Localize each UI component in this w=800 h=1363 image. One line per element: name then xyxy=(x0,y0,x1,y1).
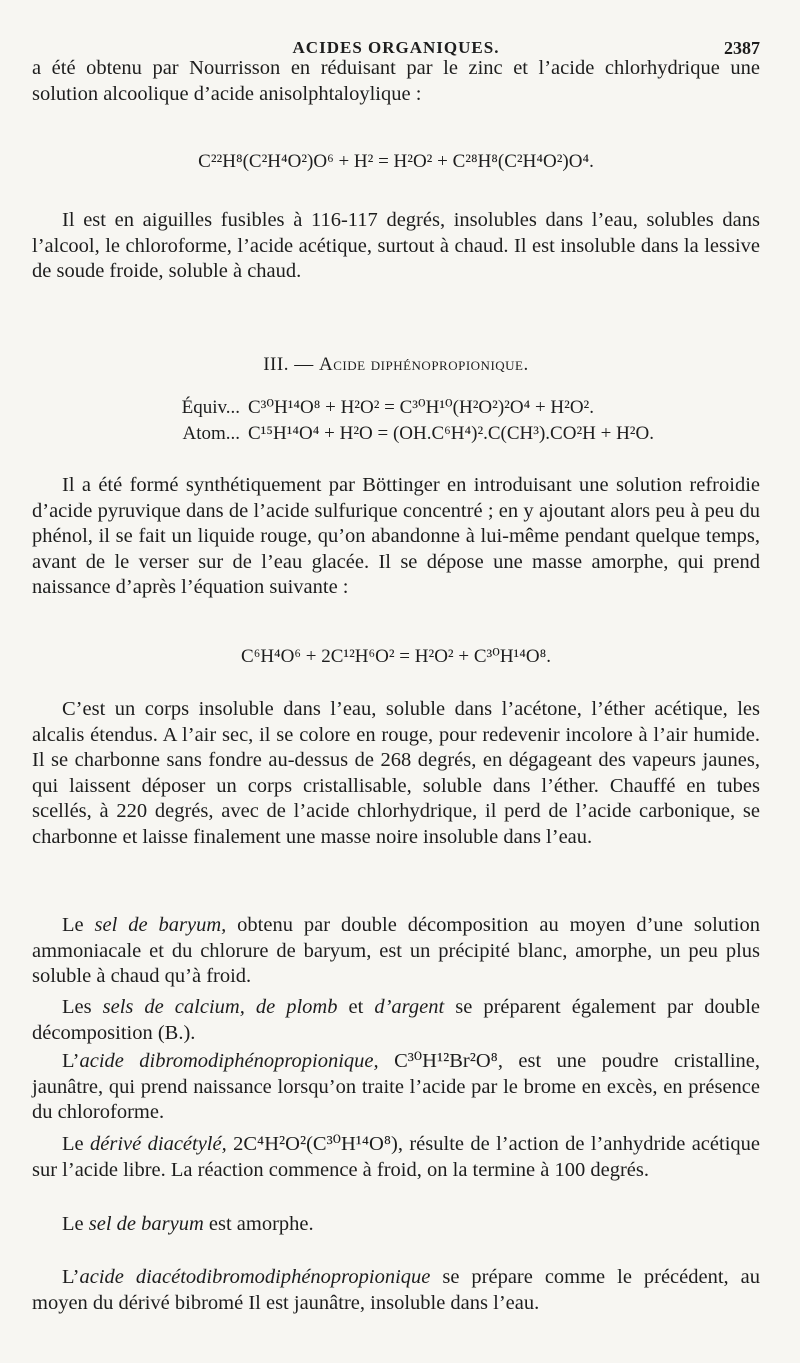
p6-post: se préparent également par double décomposition (B.). xyxy=(32,996,761,1044)
paragraph-1: a été obtenu par Nourrisson en réduisant par le zinc et l’acide chlorhydrique une solution alcoolique d’acide anisolphtaloylique : xyxy=(32,57,760,105)
paragraph-4: C’est un corps insoluble dans l’eau, soluble dans l’acétone, l’éther acétique, les alcalis étendus. A l’air sec, il se colore en rouge, pour redevenir incolore à l’air humide. Il se charbonne sans fondre au-dessus de 268 degrés, en dégageant des vapeurs jaunes, qui laissent déposer un corps cristallisable, soluble dans l’éther. Chauffé en tubes scellés, à 220 degrés, avec de l’acide chlorhydrique, il perd de l’acide carbonique, se charbonne et laisse finalement une masse noire insoluble dans l’eau. xyxy=(32,698,760,848)
p9-post: est amorphe. xyxy=(203,1213,314,1235)
formula-1: C²²H⁸(C²H⁴O²)O⁶ + H² = H²O² + C²⁸H⁸(C²H⁴O²)O⁴. xyxy=(198,151,594,172)
equiv-row xyxy=(160,396,760,420)
equiv-formula: C³⁰H¹⁴O⁸ + H²O² = C³⁰H¹⁰(H²O²)²O⁴ + H²O². xyxy=(248,397,594,418)
paragraph-9 xyxy=(32,1212,760,1238)
p9-pre: Le xyxy=(62,1213,89,1235)
p10-post: se prépare comme le précédent, au moyen du dérivé bibromé Il est jaunâtre, insoluble dans l’eau. xyxy=(32,1266,760,1314)
p6-emphasis-2: d’argent xyxy=(374,996,445,1018)
p5-pre: Le xyxy=(62,914,95,936)
equiv-label: Équiv... xyxy=(181,397,240,418)
p8-emphasis: dérivé diacétylé, xyxy=(90,1133,227,1155)
page-number: 2387 xyxy=(724,38,760,58)
atom-row xyxy=(160,422,760,446)
section-number: III. — xyxy=(263,354,314,375)
paragraph-7 xyxy=(32,1049,760,1126)
paragraph-10 xyxy=(32,1265,760,1316)
p7-post: C³⁰H¹²Br²O⁸, est une poudre cristalline, jaunâtre, qui prend naissance lorsqu’on traite l’acide par le brome en excès, en présence du chloroforme. xyxy=(32,1050,760,1123)
paragraph-5 xyxy=(32,913,760,990)
p6-pre: Les xyxy=(62,996,103,1018)
atom-formula: C¹⁵H¹⁴O⁴ + H²O = (OH.C⁶H⁴)².C(CH³).CO²H + H²O. xyxy=(248,423,654,444)
p8-pre: Le xyxy=(62,1133,91,1155)
formula-2: C⁶H⁴O⁶ + 2C¹²H⁶O² = H²O² + C³⁰H¹⁴O⁸. xyxy=(241,646,551,667)
p5-post: obtenu par double décomposition au moyen d’une solution ammoniacale et du chlorure de baryum, est un précipité blanc, amorphe, un peu plus soluble à chaud qu’à froid. xyxy=(32,914,760,987)
p9-emphasis: sel de baryum xyxy=(88,1213,204,1235)
paragraph-6 xyxy=(32,995,760,1046)
paragraph-8 xyxy=(32,1132,760,1183)
running-title: ACIDES ORGANIQUES. xyxy=(292,38,500,57)
section-title xyxy=(32,354,760,376)
p7-pre: L’ xyxy=(62,1050,80,1072)
p7-emphasis: acide dibromodiphénopropionique, xyxy=(79,1050,379,1072)
paragraph-3: Il a été formé synthétiquement par Böttinger en introduisant une solution refroidie d’acide pyruvique dans de l’acide sulfurique concentré ; en y ajoutant alors peu à peu du phénol, il se fait un liquide rouge, qu’on abandonne à lui-même pendant quelque temps, avant de le verser sur de l’eau glacée. Il se dépose une masse amorphe, qui prend naissance d’après l’équation suivante : xyxy=(32,474,760,598)
p6-emphasis-1: sels de calcium, de plomb xyxy=(102,996,338,1018)
atom-label: Atom... xyxy=(182,423,240,444)
p5-emphasis: sel de baryum, xyxy=(94,914,227,936)
p8-post: 2C⁴H²O²(C³⁰H¹⁴O⁸), résulte de l’action de l’anhydride acétique sur l’acide libre. La réaction commence à froid, on la termine à 100 degrés. xyxy=(32,1133,760,1181)
paragraph-2: Il est en aiguilles fusibles à 116-117 degrés, insolubles dans l’eau, solubles dans l’alcool, le chloroforme, l’acide acétique, surtout à chaud. Il est insoluble dans la lessive de soude froide, soluble à chaud. xyxy=(32,209,760,282)
p6-mid: et xyxy=(337,996,375,1018)
p10-emphasis: acide diacétodibromodiphénopropionique xyxy=(79,1266,431,1288)
section-name: Acide diphénopropionique. xyxy=(318,354,529,375)
p10-pre: L’ xyxy=(62,1266,80,1288)
